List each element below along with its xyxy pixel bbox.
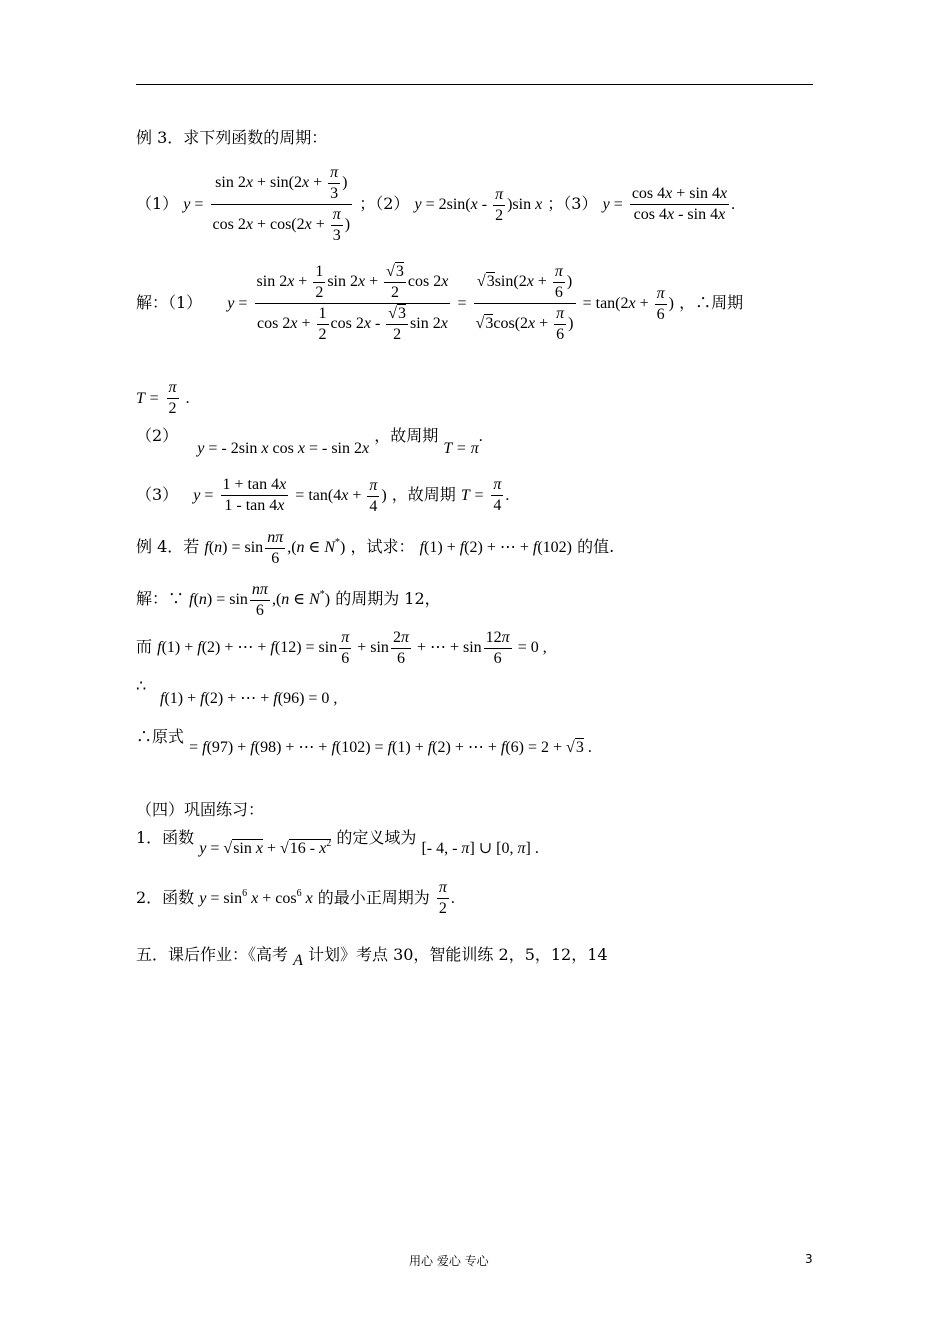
fraction: sin 2x + sin(2x + $\frac{\pi}{3}$ ) cos 2x + cos(2x + $\frac{\pi}{3}$ ) [212, 164, 351, 244]
fraction: sin 2x + $\frac{1}{2}$ sin 2x + $\frac{√3}{2}$ cos 2x cos 2x + $\frac{1}{2}$ cos 2x - $\frac{√3}{2}$ sin 2x [256, 263, 449, 343]
header-rule [136, 84, 813, 85]
solution3-line: （3） y = $\frac{1 + \tan 4x}{1 - \tan 4x}$ = tan(4x + $\frac{\pi}{4}$ ) ，故周期 T = $\frac{\pi}{4}$ . [136, 476, 510, 515]
solution4-line1: 解：∵ f(n) = sin $\frac{n\pi}{6}$ ,(n ∈ N*) 的周期为 12， [136, 581, 441, 619]
fraction: $\frac{1 + \tan 4x}{1 - \tan 4x}$ [222, 476, 287, 514]
practice-q1: 1．函数 y = √sin $x + √16 - x^2$ 的定义域为 [- 4, - π] ∪ [0, π] . [136, 828, 539, 857]
solution4-line4: ∴原式 = f(97) + f(98) + ⋯ + f(102) = f(1) + f(2) + ⋯ + f(6) = 2 + √3 . [136, 727, 592, 756]
page-number: 3 [805, 1252, 813, 1266]
solution4-line3: ∴ f(1) + f(2) + ⋯ + f(96) = 0 , [136, 676, 338, 707]
solution1-line: 解：（1） y = sin 2x + $\frac{1}{2}$ sin 2x + $\frac{√3}{2}$ cos 2x cos 2x + $\frac{1}{2}$ cos 2x - $\frac{√3}{2}$ sin 2x = √3sin(2x + $\frac{\pi}{6}$ ) √3cos(2x + $\frac{\pi}{6}$ ) = tan(2x + $\frac{\pi}{6}$ ) ，∴周期 [136, 263, 744, 343]
practice-q2: 2．函数 $y = \sin^6 x + \cos^6 x$ 的最小正周期为 $\frac{\pi}{2}$ . [136, 879, 455, 917]
example3-formulas: （1） y = sin 2x + sin(2x + $\frac{\pi}{3}$ ) cos 2x + cos(2x + $\frac{\pi}{3}$ ) ；（2） y = 2sin(x - $\frac{\pi}{2}$ )sin x ；（3） y = $\frac{\cos 4x + \sin 4x}{\cos 4x - \sin 4x}$ . [136, 164, 736, 244]
homework-line: 五．课后作业：《高考 A 计划》考点 30，智能训练 2，5，12，14 [136, 945, 608, 969]
example4-line: 例 4．若 f(n) = sin $\frac{n\pi}{6}$ ,(n ∈ N*) ，试求： f(1) + f(2) + ⋯ + f(102) 的值. [136, 529, 615, 567]
footer-slogan: 用心 爱心 专心 [409, 1254, 489, 1268]
fraction: √3sin(2x + $\frac{\pi}{6}$ ) √3cos(2x + $\frac{\pi}{6}$ ) [475, 263, 574, 343]
solution2-line: （2） y = - 2sin x cos x = - sin 2x ，故周期 T = π. [136, 426, 483, 457]
example3-title: 例 3．求下列函数的周期： [136, 128, 328, 147]
solution1-result: T = $\frac{\pi}{2}$ . [136, 379, 190, 417]
fraction: $\frac{\cos 4x + \sin 4x}{\cos 4x - \sin 4x}$ [631, 185, 728, 223]
solution4-line2: 而 f(1) + f(2) + ⋯ + f(12) = sin $\frac{\pi}{6}$ + sin $\frac{2\pi}{6}$ + ⋯ + sin $\frac{12\pi}{6}$ = 0 , [136, 629, 547, 667]
practice-heading: （四）巩固练习： [136, 800, 265, 819]
